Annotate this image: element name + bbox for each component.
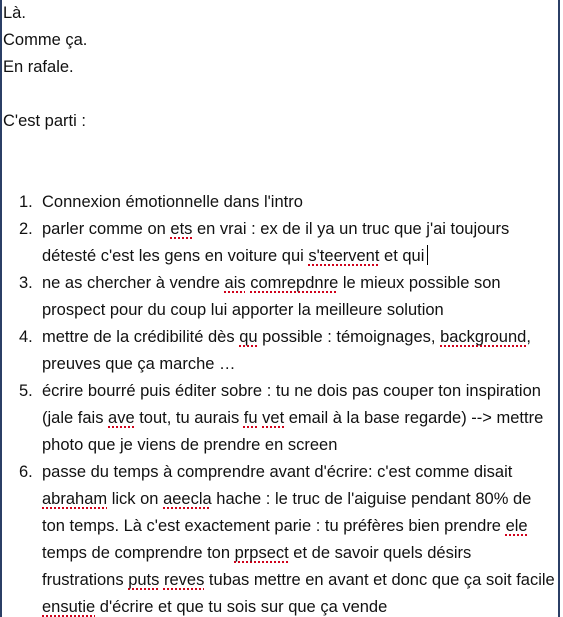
paragraph: Là. — [3, 4, 26, 22]
misspelled-word: background — [440, 328, 527, 346]
text-run: et de savoir quels désirs frustrations — [42, 544, 472, 589]
misspelled-word: ensutie — [42, 598, 96, 616]
list-item-number: 4. — [19, 328, 33, 346]
list-item-text — [42, 328, 531, 373]
paragraph: En rafale. — [3, 58, 74, 76]
text-run: passe du temps à comprendre avant d'écrire: c'est comme disait — [42, 463, 513, 481]
list-item — [2, 270, 558, 324]
text-run: mettre de la crédibilité dès — [42, 328, 240, 346]
list-item-text — [42, 220, 509, 265]
misspelled-word: ave — [108, 409, 135, 427]
misspelled-word: ele — [505, 517, 528, 535]
text-run: Connexion émotionnelle dans l'intro — [42, 193, 303, 211]
misspelled-word: s'teervent — [308, 247, 380, 265]
text-caret — [427, 245, 428, 265]
list-item — [2, 459, 558, 617]
text-run: parler comme on — [42, 220, 171, 238]
text-run: , preuves que ça marche … — [42, 328, 531, 373]
misspelled-word: reves — [163, 571, 205, 589]
list-item-number: 6. — [19, 463, 33, 481]
list-item — [2, 324, 558, 378]
list-item-number: 5. — [19, 382, 33, 400]
empty-paragraph — [2, 81, 558, 108]
list-item-text — [42, 274, 501, 319]
text-run: email à la base regarde) --> mettre photo que je viens de prendre en screen — [42, 409, 544, 454]
list-item-number: 1. — [19, 193, 33, 211]
text-run: possible : témoignages, — [257, 328, 441, 346]
text-run: écrire bourré puis éditer sobre : tu ne dois pas couper ton inspiration (jale fais — [42, 382, 541, 427]
misspelled-word: qu — [239, 328, 258, 346]
misspelled-word: abraham — [42, 490, 108, 508]
text-run: lick on — [107, 490, 164, 508]
misspelled-word: aeecla — [163, 490, 212, 508]
misspelled-word: fu — [243, 409, 258, 427]
text-run: d'écrire et que tu sois sur que ça vende — [95, 598, 388, 616]
text-run: temps de comprendre ton — [42, 544, 235, 562]
text-run: tubas mettre en avant et donc que ça soit facile — [204, 571, 555, 589]
list-item-text — [42, 463, 555, 616]
empty-paragraph — [2, 162, 558, 189]
paragraph: Comme ça. — [3, 31, 88, 49]
list-item-number: 2. — [19, 220, 33, 238]
text-run: tout, tu aurais — [134, 409, 244, 427]
list-item — [2, 189, 558, 216]
list-item-text — [42, 193, 303, 211]
text-run: le mieux possible son prospect pour du coup lui apporter la meilleure solution — [42, 274, 501, 319]
list-item-number: 3. — [19, 274, 33, 292]
misspelled-word: prpsect — [234, 544, 289, 562]
paragraph: C'est parti : — [3, 112, 86, 130]
list-item — [2, 378, 558, 459]
misspelled-word: comrepdnre — [250, 274, 339, 292]
numbered-list — [2, 189, 558, 617]
list-item-text — [42, 382, 543, 454]
list-item — [2, 216, 558, 270]
misspelled-word: puts — [128, 571, 160, 589]
text-run: hache : le truc de l'aiguise pendant 80% de ton temps. Là c'est exactement parie : tu préfères bien prendre — [42, 490, 532, 535]
misspelled-word: ais — [224, 274, 246, 292]
text-run: en vrai : ex de il ya un truc que j'ai toujours détesté c'est les gens en voiture qui — [42, 220, 510, 265]
misspelled-word: ets — [170, 220, 193, 238]
misspelled-word: vet — [262, 409, 285, 427]
text-run: et qui — [379, 247, 425, 265]
empty-paragraph — [2, 135, 558, 162]
text-run: ne as chercher à vendre — [42, 274, 225, 292]
